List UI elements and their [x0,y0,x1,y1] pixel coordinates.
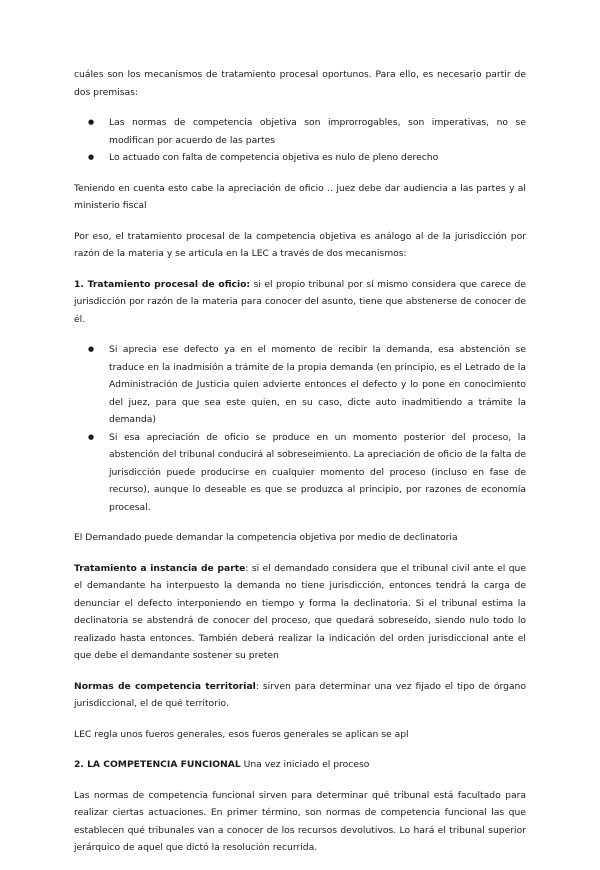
section-text: : sirven para determinar una vez fijado el tipo de órgano jurisdiccional, el de qué territorio. [74,680,527,709]
paragraph-tratamiento-procesal: Por eso, el tratamiento procesal de la competencia objetiva es análogo al de la jurisdicción por razón de la materia y se articula en la LEC a través de dos mecanismos: [74,230,526,259]
oficio-list [74,341,526,516]
section-competencia-territorial [74,678,526,713]
paragraph-funcional-detail: Las normas de competencia funcional sirven para determinar qué tribunal está facultado para realizar ciertas actuaciones. En primer término, son normas de competencia funcional las que establecen qué tribunales van a conocer de los recursos devolutivos. Lo hará el tribunal superior jerárquico de aquel que dictó la resolución recurrida. [74,789,526,853]
list-item: ● Lo actuado con falta de competencia objetiva es nulo de pleno derecho [74,149,526,167]
section-heading: Normas de competencia territorial [74,680,256,692]
section-tratamiento-oficio [74,276,526,329]
document-page [74,66,526,870]
list-item: ● Las normas de competencia objetiva son improrrogables, son imperativas, no se modifican por acuerdo de las partes [74,114,526,149]
paragraph-premisas-intro: cuáles son los mecanismos de tratamiento procesal oportunos. Para ello, es necesario partir de dos premisas: [74,69,526,98]
section-text: : si el demandado considera que el tribunal civil ante el que el demandante ha interpuesto la demanda no tiene jurisdicción, entonces tendrá la carga de denunciar el defecto interponiendo en tiempo y forma la declinatoria. Si el tribunal estima la declinatoria se abstendrá de conocer del proceso, que quedará sobreseído, siendo nulo todo lo realizado hasta entonces. También deberá realizar la indicación del orden jurisdiccional ante el que debe el demandante sostener su preten [74,562,526,661]
section-instancia-parte [74,560,526,665]
paragraph-fueros: LEC regla unos fueros generales, esos fueros generales se aplican se apl [74,728,409,740]
section-heading: Tratamiento a instancia de parte [74,562,246,574]
section-heading: 2. LA COMPETENCIA FUNCIONAL [74,759,241,770]
section-heading: 1. Tratamiento procesal de oficio: [74,278,251,290]
paragraph-declinatoria: El Demandado puede demandar la competencia objetiva por medio de declinatoria [74,532,458,543]
premisas-list [74,114,526,167]
section-competencia-funcional [74,756,526,774]
list-item: ● Si aprecia ese defecto ya en el momento de recibir la demanda, esa abstención se traduce en la inadmisión a trámite de la propia demanda (en principio, es el Letrado de la Administración de Justicia quien advierte entonces el defecto y lo pone en conocimiento del juez, para que sea este quien, en su caso, dicte auto inadmitiendo a trámite la demanda) [74,341,526,429]
section-text: si el propio tribunal por sí mismo considera que carece de jurisdicción por razón de la materia para conocer del asunto, tiene que abstenerse de conocer de él. [74,278,526,325]
section-text: Una vez iniciado el proceso [240,759,370,770]
paragraph-apreciacion-oficio: Teniendo en cuenta esto cabe la apreciación de oficio .. juez debe dar audiencia a las partes y al ministerio fiscal [74,182,526,211]
list-item: ● Si esa apreciación de oficio se produce en un momento posterior del proceso, la abstención del tribunal conducirá al sobreseimiento. La apreciación de oficio de la falta de jurisdicción puede producirse en cualquier momento del proceso (incluso en fase de recurso), aunque lo deseable es que se produzca al principio, por razones de economía procesal. [74,429,526,517]
